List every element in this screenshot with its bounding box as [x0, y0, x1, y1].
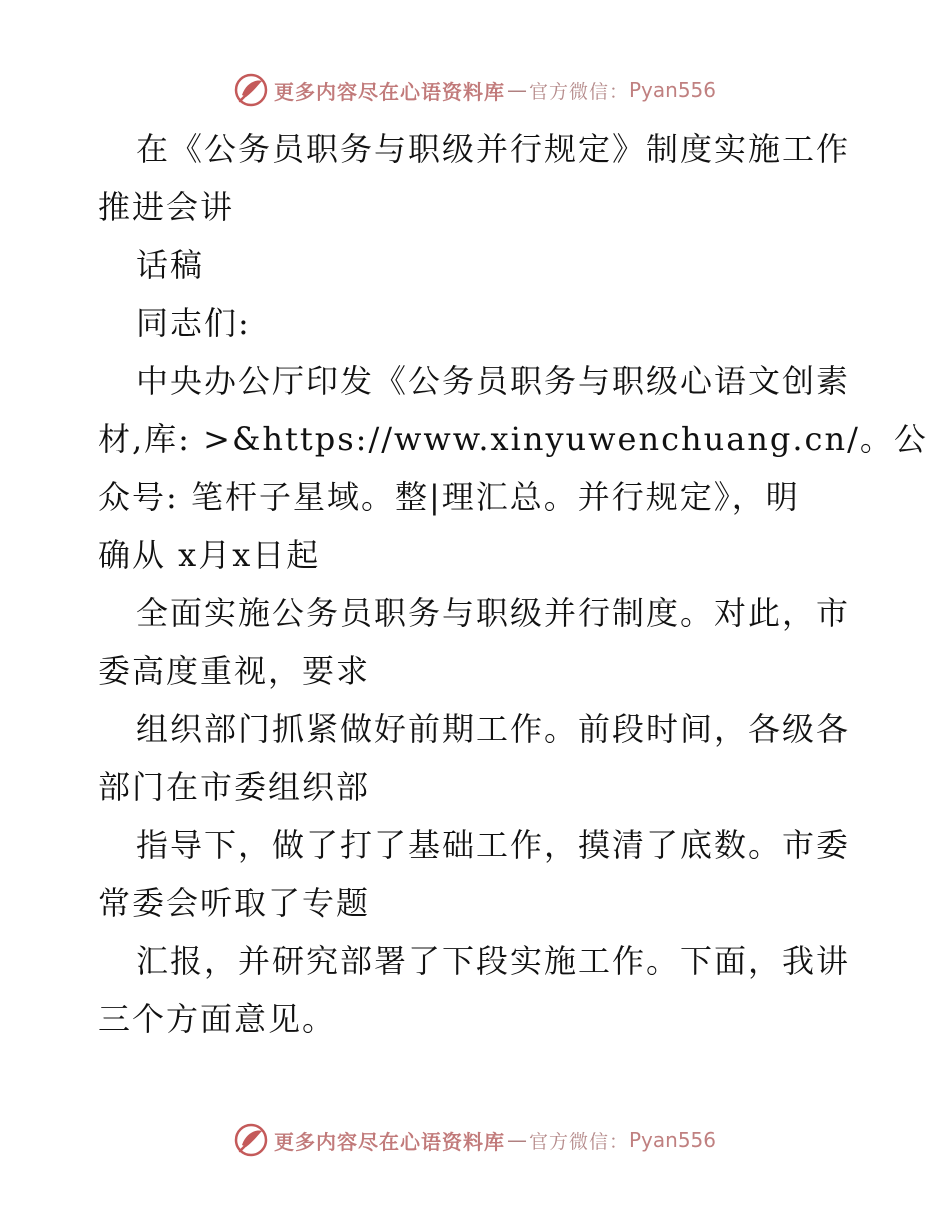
banner-wechat-id: Pyan556 [629, 1128, 717, 1152]
document-line: 指导下，做了打了基础工作，摸清了底数。市委 [136, 826, 851, 864]
document-line: 常委会听取了专题 [98, 884, 371, 922]
document-line: 确从 x月x日起 [98, 536, 321, 574]
document-line: 组织部门抓紧做好前期工作。前段时间，各级各 [136, 710, 851, 748]
document-line: 三个方面意见。 [98, 1000, 337, 1038]
document-line: 全面实施公务员职务与职级并行制度。对此，市 [136, 594, 851, 632]
document-line: 部门在市委组织部 [98, 768, 371, 806]
document-line: 同志们: [136, 304, 251, 342]
banner-main-text: 更多内容尽在心语资料库 [273, 1129, 505, 1154]
pen-nib-logo-icon [234, 73, 268, 107]
document-line: 中央办公厅印发《公务员职务与职级心语文创素 [136, 362, 851, 400]
banner-wechat-id: Pyan556 [629, 78, 717, 102]
pen-nib-logo-icon [234, 1123, 268, 1157]
banner-wechat-label: 官方微信： [528, 1130, 629, 1153]
document-line: 话稿 [136, 246, 205, 284]
banner-dash: — [506, 78, 527, 102]
document-line: 委高度重视，要求 [98, 652, 371, 690]
header-watermark-banner [0, 70, 950, 110]
document-line: 推进会讲 [98, 188, 235, 226]
document-line: 材,库: >&https://www.xinyuwenchuang.cn/。公 [98, 420, 928, 458]
document-line: 汇报，并研究部署了下段实施工作。下面，我讲 [136, 942, 851, 980]
banner-wechat-label: 官方微信： [528, 80, 629, 103]
footer-watermark-banner [0, 1120, 950, 1160]
document-body [98, 120, 928, 1048]
document-line: 在《公务员职务与职级并行规定》制度实施工作 [136, 130, 851, 168]
document-line: 众号: 笔杆子星域。整|理汇总。并行规定》，明 [98, 478, 800, 516]
banner-main-text: 更多内容尽在心语资料库 [273, 79, 505, 104]
banner-dash: — [506, 1128, 527, 1152]
